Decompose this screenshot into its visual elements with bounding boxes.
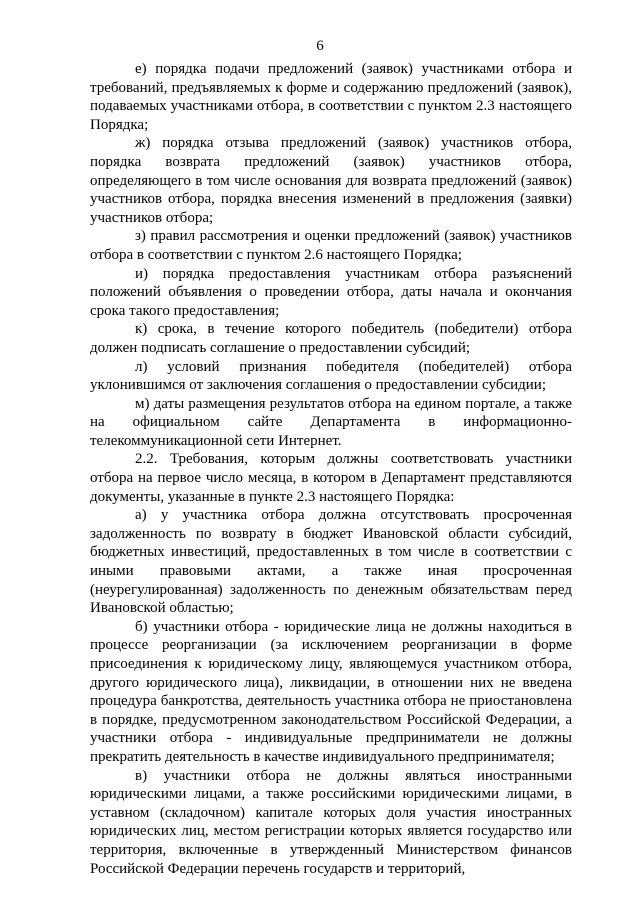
paragraph-zh: ж) порядка отзыва предложений (заявок) участников отбора, порядка возврата предложений (заявок) участников отбора, определяющего в том числе основания для возврата предложений (заявок) участников отбора, порядка внесения изменений в предложения (заявки) участников отбора;: [90, 135, 572, 226]
paragraph-i: и) порядка предоставления участникам отбора разъяснений положений объявления о проведении отбора, даты начала и окончания срока такого предоставления;: [90, 265, 572, 319]
paragraph-m: м) даты размещения результатов отбора на едином портале, а также на официальном сайте Департамента в информационно-телекоммуникационной сети Интернет.: [90, 395, 572, 449]
paragraph-l: л) условий признания победителя (победителей) отбора уклонившимся от заключения соглашения о предоставлении субсидии;: [90, 358, 572, 394]
paragraph-2-2: 2.2. Требования, которым должны соответствовать участники отбора на первое число месяца, в котором в Департамент представляются документы, указанные в пункте 2.3 настоящего Порядка:: [90, 451, 572, 505]
paragraph-b: б) участники отбора - юридические лица не должны находиться в процессе реорганизации (за исключением реорганизации в форме присоединения к юридическому лицу, являющемуся участником отбора, другого юридического лица), ликвидации, в отношении них не введена процедура банкротства, деятельность участника отбора не приостановлена в порядке, предусмотренном законодательством Российской Федерации, а участники отбора - индивидуальные предприниматели не должны прекратить деятельность в качестве индивидуального предпринимателя;: [90, 618, 572, 765]
paragraph-z: з) правил рассмотрения и оценки предложений (заявок) участников отбора в соответствии с пунктом 2.6 настоящего Порядка;: [90, 228, 572, 263]
paragraph-e: е) порядка подачи предложений (заявок) участниками отбора и требований, предъявляемых к форме и содержанию предложений (заявок), подаваемых участниками отбора, в соответствии с пунктом 2.3 настоящего Порядка;: [90, 61, 572, 133]
page-number: 6: [316, 38, 324, 54]
paragraph-k: к) срока, в течение которого победитель (победители) отбора должен подписать соглашение о предоставлении субсидий;: [90, 321, 572, 356]
paragraph-v: в) участники отбора не должны являться иностранными юридическими лицами, а также российскими юридическими лицами, в уставном (складочном) капитале которых доля участия иностранных юридических лиц, местом регистрации которых является государство или территория, включенные в утвержденный Министерством финансов Российской Федерации перечень государств и территорий,: [90, 767, 572, 877]
paragraph-a: а) у участника отбора должна отсутствовать просроченная задолженность по возврату в бюджет Ивановской области субсидий, бюджетных инвестиций, предоставленных в том числе в соответствии с иными правовыми актами, а также иная просроченная (неурегулированная) задолженность по денежным обязательствам перед Ивановской областью;: [90, 507, 572, 617]
document-body: [90, 60, 572, 878]
